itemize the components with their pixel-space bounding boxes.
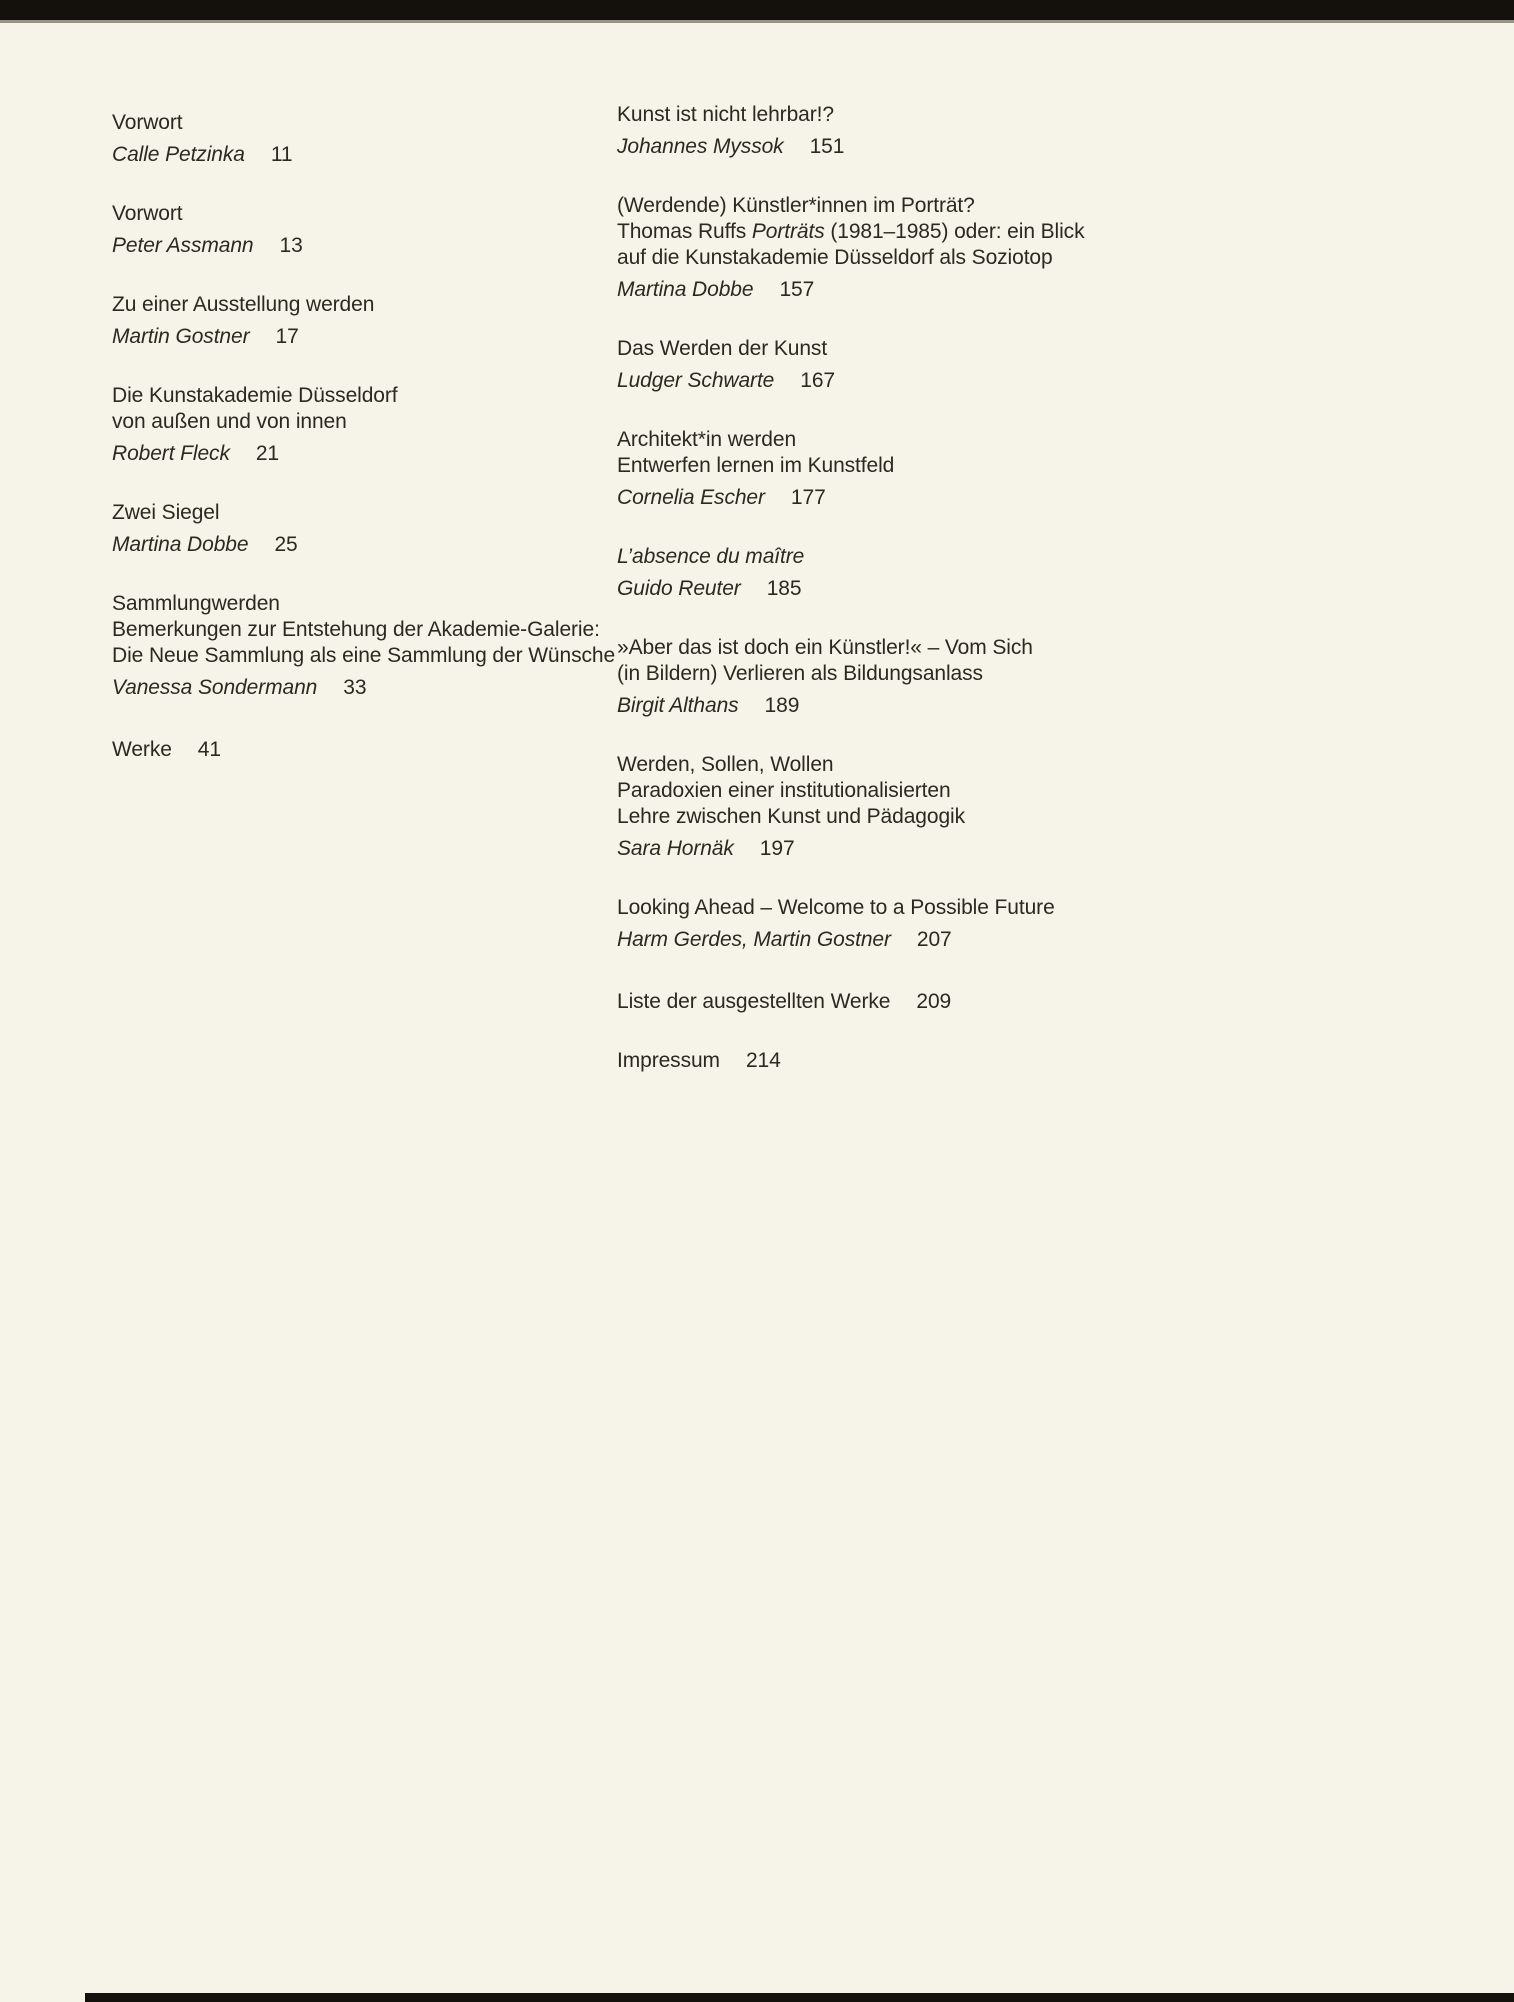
toc-entry-page: 214: [745, 1049, 781, 1072]
toc-entry-page: 167: [800, 369, 836, 392]
toc-entry-author-line: [617, 693, 1137, 719]
toc-entry-author-line: [112, 233, 632, 259]
title-segment: Entwerfen lernen im Kunstfeld: [617, 454, 895, 477]
scan-edge-top: [0, 0, 1514, 20]
toc-entry-title-line: [617, 1048, 1137, 1074]
toc-entry: [617, 895, 1137, 953]
toc-entry-title-line: [617, 427, 1137, 453]
title-segment: (1981–1985) oder: ein Blick: [824, 220, 1085, 243]
title-segment: Die Neue Sammlung als eine Sammlung der Wünsche: [112, 644, 616, 667]
title-segment: Vorwort: [112, 111, 183, 134]
title-segment: Architekt*in werden: [617, 428, 797, 451]
title-segment: Thomas Ruffs: [617, 220, 752, 243]
toc-entry-author-line: [112, 142, 632, 168]
toc-entry-author-line: [617, 576, 1137, 602]
toc-entry: [617, 336, 1137, 394]
toc-entry-title-line: [112, 643, 632, 669]
toc-entry-title-line: [112, 500, 632, 526]
toc-entry-author: Peter Assmann: [112, 234, 254, 257]
toc-entry: [617, 1048, 1137, 1074]
toc-entry: [112, 201, 632, 259]
title-segment: auf die Kunstakademie Düsseldorf als Soziotop: [617, 246, 1053, 269]
toc-entry-page: 33: [343, 676, 367, 699]
title-segment: »Aber das ist doch ein Künstler!« – Vom Sich: [617, 636, 1033, 659]
title-segment: Looking Ahead – Welcome to a Possible Future: [617, 896, 1055, 919]
title-segment: L’absence du maître: [617, 545, 805, 568]
toc-entry-title-line: [617, 219, 1137, 245]
toc-entry-title-line: [617, 102, 1137, 128]
toc-entry: [617, 193, 1137, 303]
toc-entry-title-line: [617, 544, 1137, 570]
toc-entry: [112, 292, 632, 350]
toc-entry-title-line: [112, 617, 632, 643]
toc-column-left: [112, 110, 632, 796]
toc-entry-title-line: [112, 409, 632, 435]
toc-entry-page: 209: [916, 990, 952, 1013]
toc-entry: [617, 544, 1137, 602]
title-segment: Das Werden der Kunst: [617, 337, 828, 360]
toc-entry-author: Cornelia Escher: [617, 486, 765, 509]
toc-entry: [617, 427, 1137, 511]
title-segment: Zwei Siegel: [112, 501, 220, 524]
toc-entry-author: Martina Dobbe: [112, 533, 249, 556]
toc-entry-title-line: [617, 336, 1137, 362]
toc-entry-author: Guido Reuter: [617, 577, 741, 600]
toc-entry-title-line: [112, 383, 632, 409]
toc-entry-title-line: [617, 752, 1137, 778]
toc-entry-author: Harm Gerdes, Martin Gostner: [617, 928, 891, 951]
scan-edge-top-line: [0, 20, 1514, 23]
toc-entry-page: 41: [197, 738, 221, 761]
toc-entry-title-line: [617, 245, 1137, 271]
toc-entry-author: Ludger Schwarte: [617, 369, 775, 392]
title-segment: Liste der ausgestellten Werke: [617, 990, 891, 1013]
toc-entry-author: Martin Gostner: [112, 325, 250, 348]
title-segment: (in Bildern) Verlieren als Bildungsanlass: [617, 662, 983, 685]
toc-entry-author-line: [617, 836, 1137, 862]
toc-entry-author: Martina Dobbe: [617, 278, 754, 301]
toc-entry-page: 25: [274, 533, 298, 556]
toc-entry-title-line: [617, 635, 1137, 661]
toc-entry-page: 185: [766, 577, 802, 600]
toc-entry-title-line: [112, 201, 632, 227]
toc-entry-title-line: [617, 989, 1137, 1015]
toc-entry-title-line: [617, 661, 1137, 687]
toc-entry-page: 11: [270, 143, 293, 166]
title-segment: Porträts: [751, 220, 825, 243]
toc-entry: [617, 989, 1137, 1015]
toc-entry: [617, 635, 1137, 719]
title-segment: Werden, Sollen, Wollen: [617, 753, 834, 776]
toc-entry-author: Johannes Myssok: [617, 135, 784, 158]
title-segment: (Werdende) Künstler*innen im Porträt?: [617, 194, 975, 217]
toc-entry-author-line: [617, 927, 1137, 953]
title-segment: Lehre zwischen Kunst und Pädagogik: [617, 805, 966, 828]
toc-entry-author-line: [617, 277, 1137, 303]
toc-entry-page: 197: [759, 837, 795, 860]
toc-entry: [112, 737, 632, 763]
toc-entry-title-line: [112, 292, 632, 318]
title-segment: Sammlungwerden: [112, 592, 280, 615]
toc-entry-title-line: [617, 453, 1137, 479]
toc-entry-author-line: [112, 675, 632, 701]
toc-entry-author-line: [617, 485, 1137, 511]
toc-entry-author-line: [112, 441, 632, 467]
toc-entry-page: 21: [255, 442, 280, 465]
toc-entry-author: Vanessa Sondermann: [112, 676, 318, 699]
toc-entry-title-line: [617, 895, 1137, 921]
toc-entry-title-line: [617, 778, 1137, 804]
toc-entry-author-line: [617, 368, 1137, 394]
toc-entry-page: 151: [809, 135, 845, 158]
toc-entry-title-line: [112, 591, 632, 617]
toc-entry-page: 189: [764, 694, 800, 717]
title-segment: Kunst ist nicht lehrbar!?: [617, 103, 834, 126]
toc-entry-author: Robert Fleck: [112, 442, 230, 465]
toc-entry: [617, 752, 1137, 862]
title-segment: Impressum: [617, 1049, 720, 1072]
toc-entry-page: 17: [275, 325, 299, 348]
toc-entry-author: Birgit Althans: [617, 694, 739, 717]
toc-entry: [617, 102, 1137, 160]
toc-column-right: [617, 102, 1137, 1107]
toc-entry-title-line: [112, 737, 632, 763]
toc-entry-author: Calle Petzinka: [112, 143, 245, 166]
toc-entry-page: 13: [279, 234, 303, 257]
title-segment: von außen und von innen: [112, 410, 347, 433]
scan-edge-bottom: [85, 1993, 1514, 2002]
toc-entry: [112, 383, 632, 467]
toc-entry-author-line: [112, 532, 632, 558]
toc-entry-page: 157: [779, 278, 815, 301]
title-segment: Bemerkungen zur Entstehung der Akademie-Galerie:: [112, 618, 600, 641]
toc-entry-author-line: [617, 134, 1137, 160]
title-segment: Die Kunstakademie Düsseldorf: [112, 384, 398, 407]
toc-entry-title-line: [617, 804, 1137, 830]
toc-entry: [112, 591, 632, 701]
title-segment: Zu einer Ausstellung werden: [112, 293, 375, 316]
title-segment: Vorwort: [112, 202, 183, 225]
toc-entry-author: Sara Hornäk: [617, 837, 734, 860]
toc-entry-title-line: [617, 193, 1137, 219]
toc-entry-page: 207: [916, 928, 952, 951]
toc-entry: [112, 500, 632, 558]
title-segment: Werke: [112, 738, 172, 761]
toc-entry-author-line: [112, 324, 632, 350]
title-segment: Paradoxien einer institutionalisierten: [617, 779, 951, 802]
toc-entry: [112, 110, 632, 168]
toc-entry-title-line: [112, 110, 632, 136]
toc-entry-page: 177: [790, 486, 826, 509]
